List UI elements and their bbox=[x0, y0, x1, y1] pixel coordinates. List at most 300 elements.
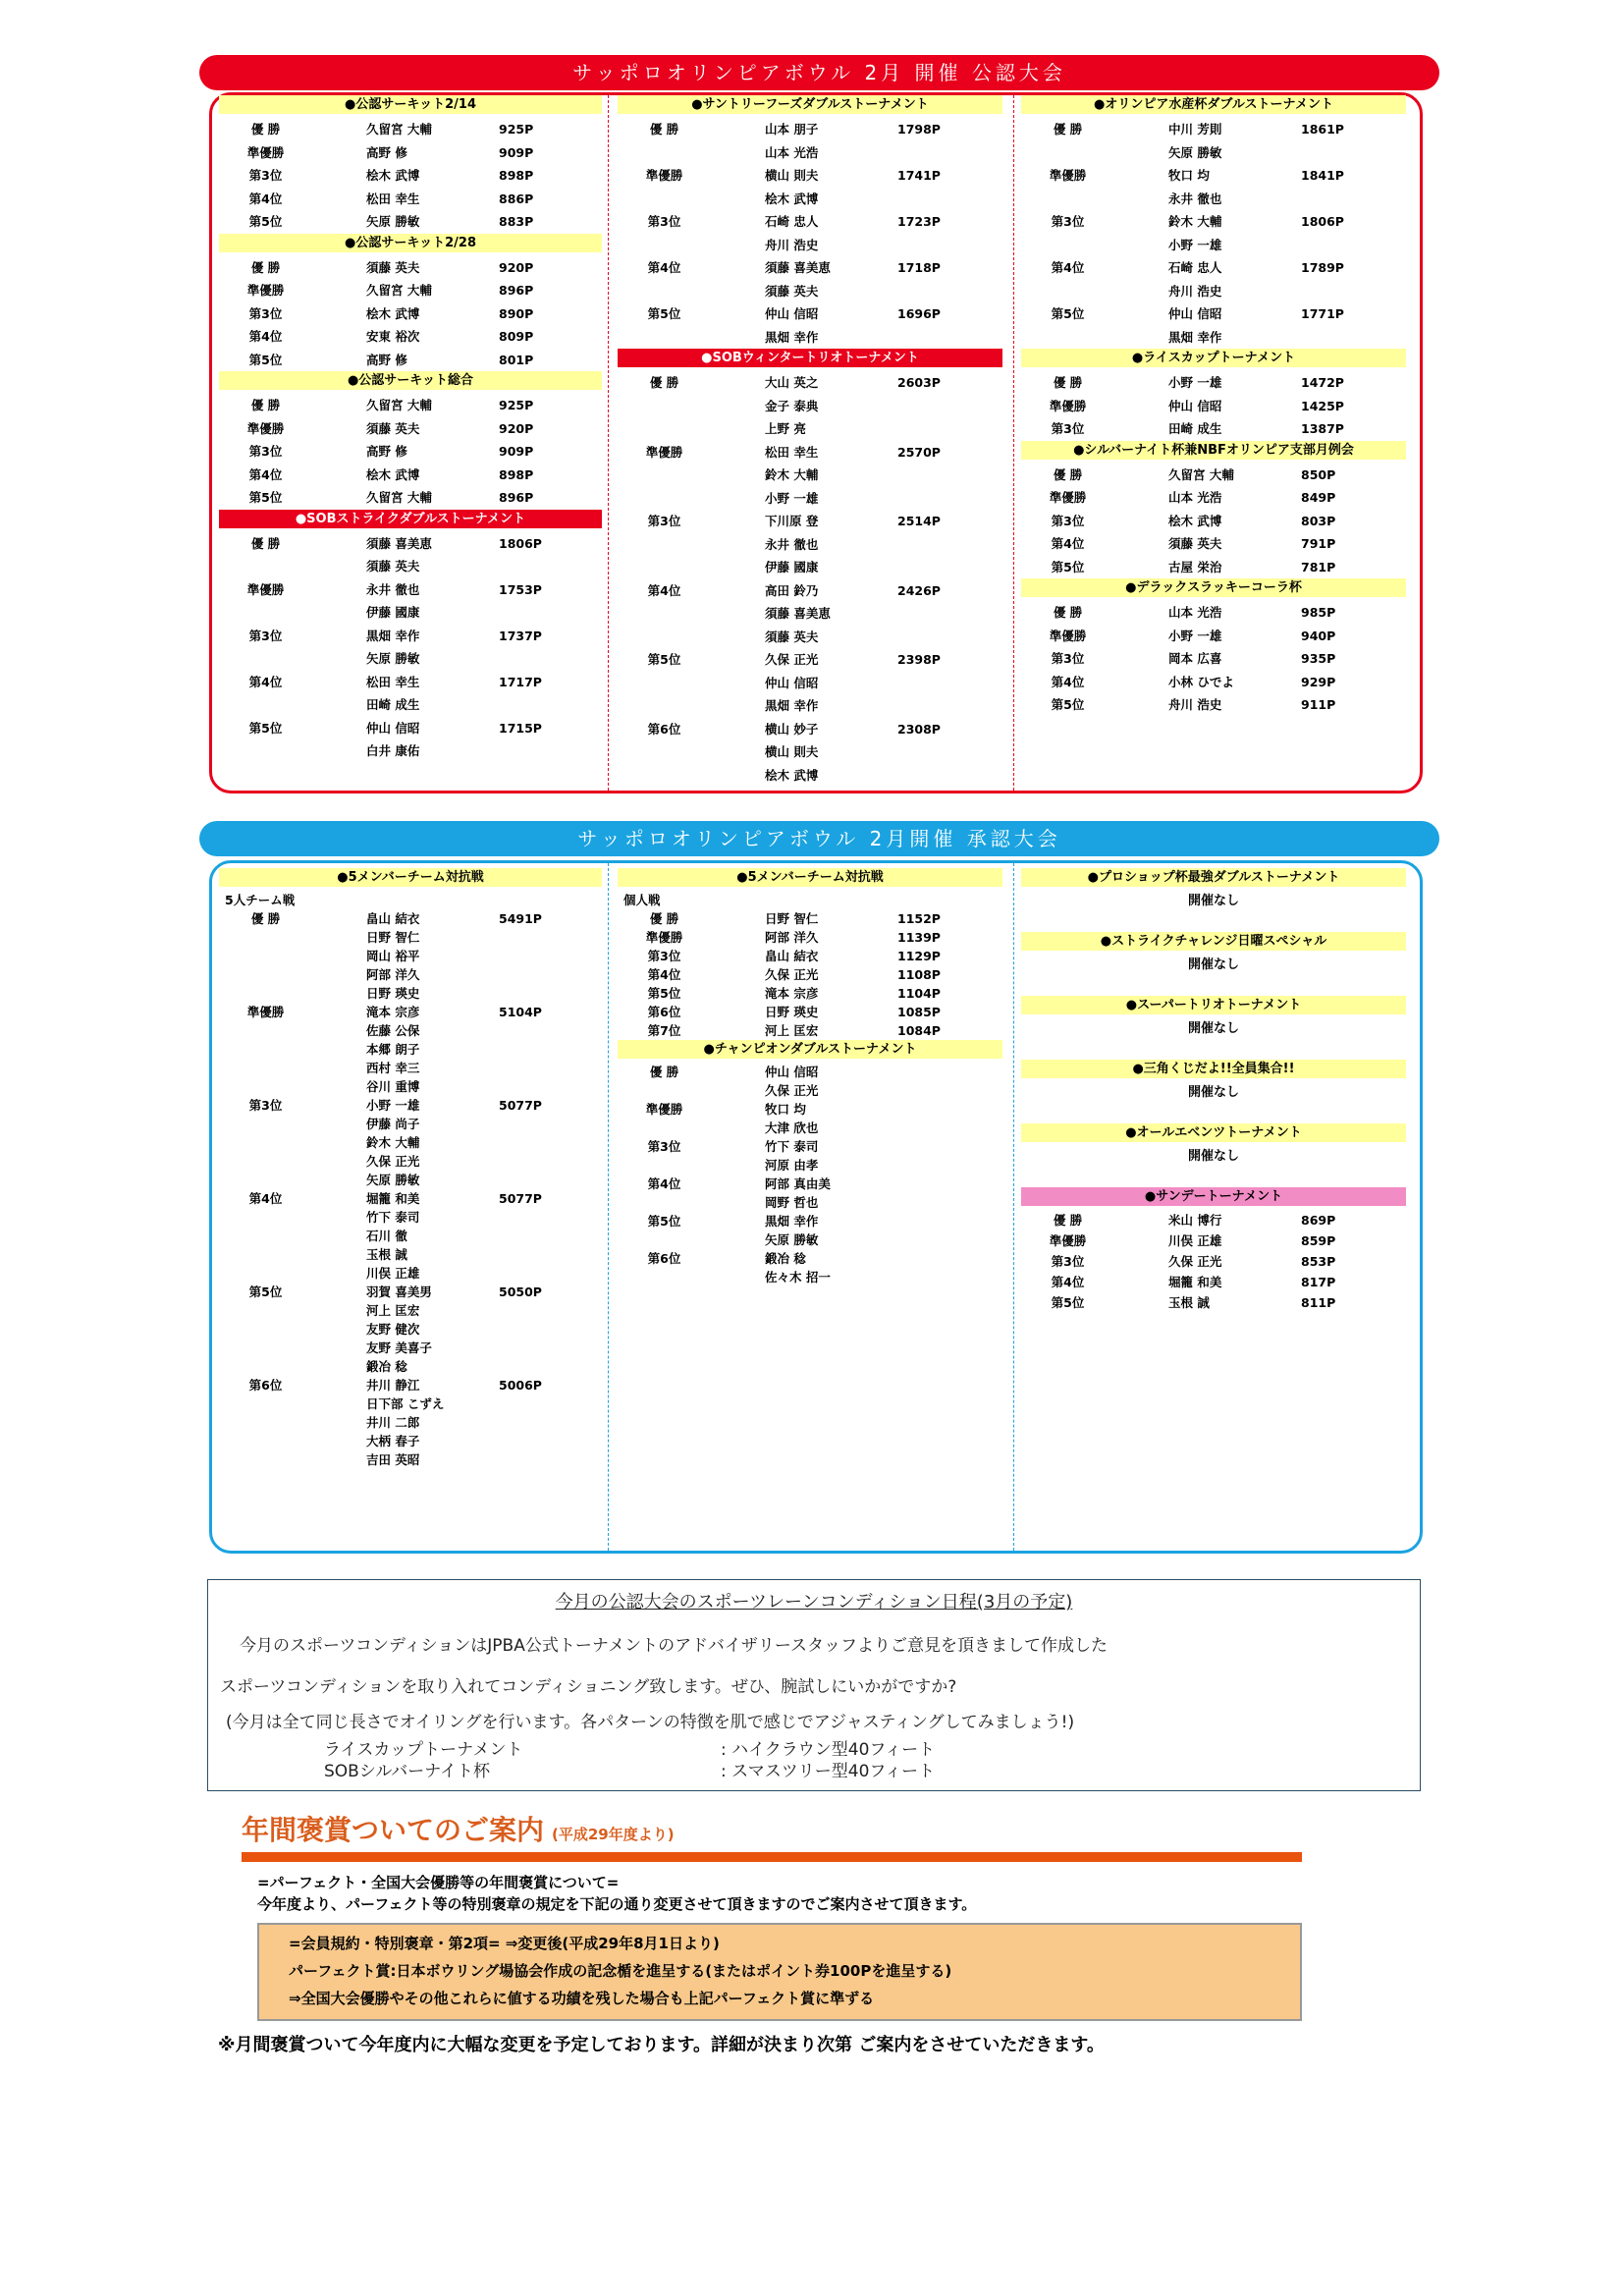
rank-label: 準優勝 bbox=[645, 444, 683, 460]
result-row bbox=[618, 487, 1002, 511]
result-row bbox=[219, 1096, 602, 1115]
score-points: 1723P bbox=[897, 214, 941, 229]
award-rule-perfect: パーフェクト賞:日本ボウリング場協会作成の記念楯を進呈する(またはポイント券100Pを進呈する) bbox=[289, 1962, 952, 1980]
player-name: 高野 修 bbox=[366, 144, 407, 160]
result-row bbox=[618, 188, 1002, 211]
result-row bbox=[1021, 1272, 1406, 1292]
player-name: 舟川 浩史 bbox=[1168, 283, 1222, 299]
player-name: 須藤 英夫 bbox=[366, 420, 420, 436]
player-name: 阿部 洋久 bbox=[366, 967, 420, 982]
player-name: 須藤 喜美恵 bbox=[366, 535, 432, 551]
player-name: 堀籠 和美 bbox=[366, 1191, 420, 1206]
score-points: 859P bbox=[1301, 1233, 1336, 1248]
player-name: 滝本 宗彦 bbox=[366, 1005, 420, 1019]
score-points: 925P bbox=[499, 122, 534, 137]
player-name: 畠山 結衣 bbox=[366, 911, 420, 926]
result-row bbox=[219, 671, 602, 694]
player-name: 鍛冶 稔 bbox=[765, 1251, 806, 1266]
score-points: 850P bbox=[1301, 466, 1336, 482]
score-points: 1789P bbox=[1301, 260, 1344, 275]
player-name: 松田 幸生 bbox=[366, 674, 420, 689]
score-points: 940P bbox=[1301, 628, 1336, 643]
player-name: 黒畑 幸作 bbox=[765, 1214, 819, 1229]
result-row bbox=[1021, 1230, 1406, 1251]
player-name: 須藤 英夫 bbox=[765, 283, 819, 299]
rank-label: 第3位 bbox=[248, 444, 283, 459]
player-name: 黒畑 幸作 bbox=[1168, 329, 1222, 345]
result-row bbox=[219, 578, 602, 602]
result-row bbox=[219, 1394, 602, 1413]
result-row bbox=[1021, 625, 1406, 648]
rank-label: 準優勝 bbox=[1049, 1233, 1087, 1248]
rank-label: 優 勝 bbox=[1053, 122, 1083, 137]
player-name: 日野 智仁 bbox=[366, 930, 420, 945]
score-points: 1771P bbox=[1301, 306, 1344, 321]
result-row bbox=[219, 1040, 602, 1059]
player-name: 仲山 信昭 bbox=[765, 675, 819, 690]
rank-label: 準優勝 bbox=[645, 1102, 683, 1117]
player-name: 山本 光浩 bbox=[765, 144, 819, 160]
result-row bbox=[219, 947, 602, 965]
schedule-text-2: スポーツコンディションを取り入れてコンディショニング致します。ぜひ、腕試しにいかがですか? bbox=[220, 1677, 957, 1697]
result-row bbox=[219, 909, 602, 928]
column-divider bbox=[608, 95, 609, 791]
schedule-text-1: 今月のスポーツコンディションはJPBA公式トーナメントのアドバイザリースタッフよりご意見を頂きまして作成した bbox=[240, 1636, 1108, 1656]
player-name: 米山 博行 bbox=[1168, 1213, 1222, 1228]
approved-results-box bbox=[209, 860, 1423, 1554]
result-row bbox=[1021, 280, 1406, 303]
award-rule-national: ⇒全国大会優勝やその他これらに値する功績を残した場合も上記パーフェクト賞に準ずる bbox=[289, 1990, 875, 2007]
player-name: 古屋 栄治 bbox=[1168, 559, 1222, 574]
player-name: 久留宮 大輔 bbox=[366, 398, 432, 412]
result-row bbox=[1021, 1292, 1406, 1313]
score-points: 2514P bbox=[897, 514, 941, 528]
player-name: 須藤 喜美恵 bbox=[765, 260, 831, 275]
score-points: 1104P bbox=[897, 986, 941, 1001]
result-row bbox=[618, 672, 1002, 695]
score-points: 781P bbox=[1301, 559, 1336, 574]
rank-label: 準優勝 bbox=[645, 168, 683, 183]
award-subtitle: =パーフェクト・全国大会優勝等の年間褒賞について= bbox=[257, 1874, 620, 1891]
result-row bbox=[618, 1137, 1002, 1156]
tournament-title: ●シルバーナイト杯兼NBFオリンピア支部月例会 bbox=[1021, 441, 1406, 460]
rank-label: 第6位 bbox=[647, 1005, 681, 1019]
player-name: 吉田 英昭 bbox=[366, 1452, 420, 1467]
rank-label: 第4位 bbox=[248, 1191, 283, 1206]
result-row bbox=[618, 395, 1002, 418]
player-name: 桧木 武博 bbox=[765, 191, 819, 206]
column-divider bbox=[608, 863, 609, 1551]
result-row bbox=[618, 602, 1002, 626]
rank-label: 優 勝 bbox=[649, 911, 679, 926]
player-name: 田崎 成生 bbox=[366, 697, 420, 712]
player-name: 滝本 宗彦 bbox=[765, 986, 819, 1001]
result-row bbox=[219, 1413, 602, 1432]
score-points: 1861P bbox=[1301, 122, 1344, 137]
player-name: 鈴木 大輔 bbox=[765, 467, 819, 482]
player-name: 伊藤 國康 bbox=[366, 605, 420, 620]
player-name: 伊藤 尚子 bbox=[366, 1117, 420, 1131]
result-row bbox=[618, 441, 1002, 465]
result-row bbox=[1021, 164, 1406, 188]
result-row bbox=[1021, 1251, 1406, 1272]
result-row bbox=[618, 1156, 1002, 1175]
player-name: 桧木 武博 bbox=[366, 466, 420, 482]
player-name: 岡山 裕平 bbox=[366, 949, 420, 963]
player-name: 伊藤 國康 bbox=[765, 560, 819, 574]
player-name: 須藤 喜美恵 bbox=[765, 606, 831, 621]
rank-label: 優 勝 bbox=[250, 259, 281, 275]
player-name: 小野 一雄 bbox=[765, 490, 819, 506]
player-name: 石崎 忠人 bbox=[765, 214, 819, 229]
official-column-2 bbox=[618, 95, 1002, 787]
column-divider bbox=[1013, 95, 1014, 791]
rank-label: 第5位 bbox=[248, 720, 283, 736]
result-row bbox=[219, 1339, 602, 1357]
rank-label: 第4位 bbox=[248, 329, 283, 344]
score-points: 5077P bbox=[499, 1191, 542, 1206]
player-name: 須藤 英夫 bbox=[366, 259, 420, 275]
player-name: 堀籠 和美 bbox=[1168, 1275, 1222, 1289]
result-row bbox=[618, 464, 1002, 487]
player-name: 黒畑 幸作 bbox=[765, 698, 819, 713]
result-row bbox=[219, 1227, 602, 1245]
player-name: 畠山 結衣 bbox=[765, 949, 819, 963]
player-name: 牧口 均 bbox=[765, 1102, 806, 1117]
result-row bbox=[219, 647, 602, 671]
result-row bbox=[219, 464, 602, 487]
result-row bbox=[618, 984, 1002, 1003]
not-held-note: 開催なし bbox=[1187, 957, 1239, 972]
player-name: 永井 徹也 bbox=[366, 581, 420, 597]
award-divider bbox=[242, 1852, 1302, 1862]
player-name: 小野 一雄 bbox=[1168, 628, 1222, 643]
schedule-title: 今月の公認大会のスポーツレーンコンディション日程(3月の予定) bbox=[555, 1592, 1073, 1613]
score-points: 1737P bbox=[499, 628, 542, 643]
score-points: 1139P bbox=[897, 930, 941, 945]
award-description: 今年度より、パーフェクト等の特別褒章の規定を下記の通り変更させて頂きますのでご案内させて頂きます。 bbox=[257, 1895, 977, 1913]
result-row bbox=[618, 533, 1002, 557]
official-banner: サッポロオリンピアボウル 2月 開催 公認大会 bbox=[199, 55, 1439, 90]
result-row bbox=[618, 371, 1002, 395]
rank-label: 第4位 bbox=[647, 967, 681, 982]
result-row bbox=[219, 1115, 602, 1133]
result-row bbox=[219, 601, 602, 625]
player-name: 舟川 浩史 bbox=[1168, 697, 1222, 712]
player-name: 西村 幸三 bbox=[366, 1061, 420, 1075]
result-row bbox=[1021, 326, 1406, 350]
player-name: 桧木 武博 bbox=[765, 767, 819, 783]
schedule-item-name: ライスカップトーナメント bbox=[324, 1740, 523, 1760]
result-row bbox=[1021, 256, 1406, 280]
player-name: 牧口 均 bbox=[1168, 168, 1210, 183]
player-name: 鈴木 大輔 bbox=[366, 1135, 420, 1150]
player-name: 久保 正光 bbox=[366, 1154, 420, 1169]
result-row bbox=[618, 1119, 1002, 1137]
official-column-3 bbox=[1021, 95, 1406, 717]
player-name: 久留宮 大輔 bbox=[366, 122, 432, 137]
tournament-title: ●オールエベンツトーナメント bbox=[1021, 1123, 1406, 1142]
result-row bbox=[219, 1152, 602, 1171]
score-points: 925P bbox=[499, 398, 534, 412]
rank-label: 優 勝 bbox=[250, 911, 281, 926]
result-row bbox=[219, 417, 602, 441]
score-points: 803P bbox=[1301, 513, 1336, 528]
player-name: 山本 光浩 bbox=[1168, 605, 1222, 620]
rank-label: 第5位 bbox=[1051, 559, 1085, 574]
rank-label: 優 勝 bbox=[1053, 1213, 1083, 1228]
player-name: 桧木 武博 bbox=[366, 305, 420, 321]
score-points: 1806P bbox=[499, 535, 542, 551]
division-label bbox=[219, 891, 602, 909]
result-row bbox=[1021, 556, 1406, 579]
rank-label: 優 勝 bbox=[1053, 375, 1083, 390]
result-row bbox=[1021, 302, 1406, 326]
score-points: 1741P bbox=[897, 168, 941, 183]
rank-label: 第5位 bbox=[1051, 306, 1085, 321]
score-points: 811P bbox=[1301, 1295, 1336, 1310]
player-name: 仲山 信昭 bbox=[765, 306, 819, 321]
result-row bbox=[219, 1021, 602, 1040]
player-name: 日野 智仁 bbox=[765, 911, 819, 926]
rank-label: 準優勝 bbox=[1049, 398, 1087, 413]
official-results-box bbox=[209, 92, 1423, 793]
score-points: 1715P bbox=[499, 720, 542, 736]
result-row bbox=[1021, 671, 1406, 694]
score-points: 890P bbox=[499, 305, 534, 321]
player-name: 久保 正光 bbox=[765, 1083, 819, 1098]
rank-label: 第5位 bbox=[248, 214, 283, 229]
player-name: 羽賀 喜美男 bbox=[366, 1285, 432, 1299]
rank-label: 第6位 bbox=[248, 1378, 283, 1393]
result-row bbox=[618, 1081, 1002, 1100]
score-points: 1108P bbox=[897, 967, 941, 982]
score-points: 1084P bbox=[897, 1023, 941, 1038]
result-row bbox=[618, 718, 1002, 741]
score-points: 2603P bbox=[897, 375, 941, 390]
player-name: 大山 英之 bbox=[765, 375, 819, 390]
player-name: 川俣 正雄 bbox=[1168, 1233, 1222, 1248]
result-row bbox=[618, 417, 1002, 441]
player-name: 松田 幸生 bbox=[366, 191, 420, 206]
player-name: 下川原 登 bbox=[765, 514, 819, 528]
lane-condition-schedule bbox=[207, 1579, 1421, 1791]
result-row bbox=[219, 717, 602, 740]
rank-label: 準優勝 bbox=[1049, 168, 1087, 183]
result-row bbox=[618, 302, 1002, 326]
tournament-title: ●プロショップ杯最強ダブルストーナメント bbox=[1021, 868, 1406, 887]
player-name: 横山 則夫 bbox=[765, 744, 819, 759]
result-row bbox=[1021, 464, 1406, 487]
player-name: 鈴木 大輔 bbox=[1168, 214, 1222, 229]
result-row bbox=[219, 625, 602, 648]
not-held-note: 開催なし bbox=[1187, 894, 1239, 908]
result-row bbox=[219, 984, 602, 1003]
rank-label: 第3位 bbox=[248, 628, 283, 643]
player-name: 川俣 正雄 bbox=[366, 1266, 420, 1281]
result-row bbox=[219, 532, 602, 556]
not-held-note: 開催なし bbox=[1187, 1085, 1239, 1100]
result-row bbox=[618, 256, 1002, 280]
score-points: 883P bbox=[499, 214, 534, 229]
result-row bbox=[219, 1357, 602, 1376]
score-points: 909P bbox=[499, 444, 534, 459]
tournament-title: ●チャンピオンダブルストーナメント bbox=[618, 1040, 1002, 1059]
not-held-note: 開催なし bbox=[1187, 1149, 1239, 1164]
score-points: 1718P bbox=[897, 260, 941, 275]
result-row bbox=[219, 256, 602, 280]
player-name: 大津 欣也 bbox=[765, 1121, 819, 1135]
player-name: 河上 匡宏 bbox=[765, 1023, 819, 1038]
approved-column-2 bbox=[618, 868, 1002, 1286]
player-name: 本郷 朗子 bbox=[366, 1042, 420, 1057]
result-row bbox=[219, 1059, 602, 1077]
score-points: 1717P bbox=[499, 674, 542, 689]
score-points: 2426P bbox=[897, 582, 941, 598]
score-points: 896P bbox=[499, 490, 534, 505]
rank-label: 第7位 bbox=[647, 1023, 681, 1038]
result-row bbox=[618, 579, 1002, 603]
player-name: 山本 朋子 bbox=[765, 122, 819, 137]
rank-label: 第3位 bbox=[248, 168, 283, 183]
tournament-title: ●SOBウィンタートリオトーナメント bbox=[618, 349, 1002, 367]
rank-label: 第3位 bbox=[1051, 513, 1085, 528]
player-name: 矢原 勝敏 bbox=[366, 1173, 420, 1187]
player-name: 岡本 広喜 bbox=[1168, 651, 1222, 666]
score-points: 5104P bbox=[499, 1005, 542, 1019]
rank-label: 第4位 bbox=[1051, 536, 1085, 551]
result-row bbox=[219, 486, 602, 510]
score-points: 791P bbox=[1301, 536, 1336, 551]
result-row bbox=[618, 141, 1002, 165]
score-points: 929P bbox=[1301, 674, 1336, 689]
player-name: 黒畑 幸作 bbox=[765, 329, 819, 345]
player-name: 久保 正光 bbox=[1168, 1254, 1222, 1269]
not-held-note: 開催なし bbox=[1187, 1021, 1239, 1036]
result-row bbox=[618, 947, 1002, 965]
player-name: 永井 徹也 bbox=[1168, 191, 1222, 206]
result-row bbox=[1021, 395, 1406, 418]
result-row bbox=[219, 188, 602, 211]
player-name: 小野 一雄 bbox=[366, 1098, 420, 1113]
rank-label: 第3位 bbox=[647, 214, 681, 229]
player-name: 玉根 誠 bbox=[1168, 1295, 1210, 1310]
tournament-title: ●ライスカップトーナメント bbox=[1021, 349, 1406, 367]
rank-label: 第5位 bbox=[248, 1285, 283, 1299]
player-name: 玉根 誠 bbox=[366, 1247, 407, 1262]
result-row bbox=[219, 325, 602, 349]
result-row bbox=[219, 1171, 602, 1189]
result-row bbox=[1021, 1210, 1406, 1230]
result-row bbox=[618, 740, 1002, 764]
division-label-text: 5人チーム戦 bbox=[225, 893, 296, 907]
player-name: 日野 瑛史 bbox=[366, 986, 420, 1001]
result-row bbox=[219, 1245, 602, 1264]
result-row bbox=[219, 210, 602, 234]
result-row bbox=[618, 164, 1002, 188]
rank-label: 優 勝 bbox=[1053, 605, 1083, 620]
award-rule-heading: =会員規約・特別褒章・第2項= ⇒変更後(平成29年8月1日より) bbox=[289, 1935, 720, 1952]
score-points: 1696P bbox=[897, 306, 941, 321]
score-points: 1387P bbox=[1301, 421, 1344, 436]
result-row bbox=[618, 1193, 1002, 1212]
player-name: 石崎 忠人 bbox=[1168, 260, 1222, 275]
result-row bbox=[219, 394, 602, 417]
rank-label: 優 勝 bbox=[250, 398, 281, 412]
player-name: 河上 匡宏 bbox=[366, 1303, 420, 1318]
score-points: 1425P bbox=[1301, 398, 1344, 413]
player-name: 谷川 重博 bbox=[366, 1079, 420, 1094]
player-name: 石川 徹 bbox=[366, 1229, 407, 1243]
score-points: 898P bbox=[499, 466, 534, 482]
result-row bbox=[1021, 371, 1406, 395]
result-row bbox=[219, 1133, 602, 1152]
tournament-title: ●公認サーキット2/28 bbox=[219, 234, 602, 252]
monthly-award-footnote: ※月間褒賞ついて今年度内に大幅な変更を予定しております。詳細が決まり次第 ご案内をさせていただきます。 bbox=[218, 2035, 1105, 2055]
rank-label: 第5位 bbox=[248, 352, 283, 367]
rank-label: 第5位 bbox=[647, 306, 681, 321]
rank-label: 準優勝 bbox=[246, 1005, 285, 1019]
column-divider bbox=[1013, 863, 1014, 1551]
result-row bbox=[219, 1283, 602, 1301]
rank-label: 第5位 bbox=[647, 1214, 681, 1229]
player-name: 須藤 英夫 bbox=[366, 559, 420, 574]
player-name: 河原 由孝 bbox=[765, 1158, 819, 1173]
result-row bbox=[219, 164, 602, 188]
player-name: 黒畑 幸作 bbox=[366, 628, 420, 643]
score-points: 1129P bbox=[897, 949, 941, 963]
rank-label: 第3位 bbox=[1051, 421, 1085, 436]
player-name: 松田 幸生 bbox=[765, 444, 819, 460]
player-name: 桧木 武博 bbox=[366, 168, 420, 183]
schedule-item-name: SOBシルバーナイト杯 bbox=[324, 1762, 491, 1781]
score-points: 920P bbox=[499, 420, 534, 436]
rank-label: 第3位 bbox=[248, 1098, 283, 1113]
result-row bbox=[618, 326, 1002, 350]
result-row bbox=[219, 141, 602, 165]
player-name: 上野 亮 bbox=[765, 421, 806, 436]
tournament-title: ●5メンバーチーム対抗戦 bbox=[618, 868, 1002, 887]
result-row bbox=[219, 1450, 602, 1469]
player-name: 田崎 成生 bbox=[1168, 421, 1222, 436]
tournament-title: ●オリンピア水産杯ダブルストーナメント bbox=[1021, 95, 1406, 114]
result-row bbox=[618, 694, 1002, 718]
rank-label: 第3位 bbox=[1051, 1254, 1085, 1269]
player-name: 桧木 武博 bbox=[1168, 513, 1222, 528]
rank-label: 第4位 bbox=[1051, 1275, 1085, 1289]
score-points: 920P bbox=[499, 259, 534, 275]
rank-label: 第4位 bbox=[647, 1176, 681, 1191]
player-name: 金子 泰典 bbox=[765, 398, 819, 413]
player-name: 中川 芳則 bbox=[1168, 122, 1222, 137]
rank-label: 第6位 bbox=[647, 1251, 681, 1266]
player-name: 横山 則夫 bbox=[765, 168, 819, 183]
player-name: 阿部 真由美 bbox=[765, 1176, 831, 1191]
player-name: 小林 ひでよ bbox=[1168, 674, 1234, 689]
result-row bbox=[618, 510, 1002, 533]
score-points: 1806P bbox=[1301, 214, 1344, 229]
result-row bbox=[219, 1301, 602, 1320]
result-row bbox=[219, 1077, 602, 1096]
result-row bbox=[219, 349, 602, 372]
rank-label: 第4位 bbox=[1051, 260, 1085, 275]
result-row bbox=[219, 1432, 602, 1450]
official-column-1 bbox=[219, 95, 602, 763]
result-row bbox=[219, 279, 602, 302]
rank-label: 第5位 bbox=[647, 986, 681, 1001]
result-row bbox=[618, 909, 1002, 928]
result-row bbox=[219, 1208, 602, 1227]
